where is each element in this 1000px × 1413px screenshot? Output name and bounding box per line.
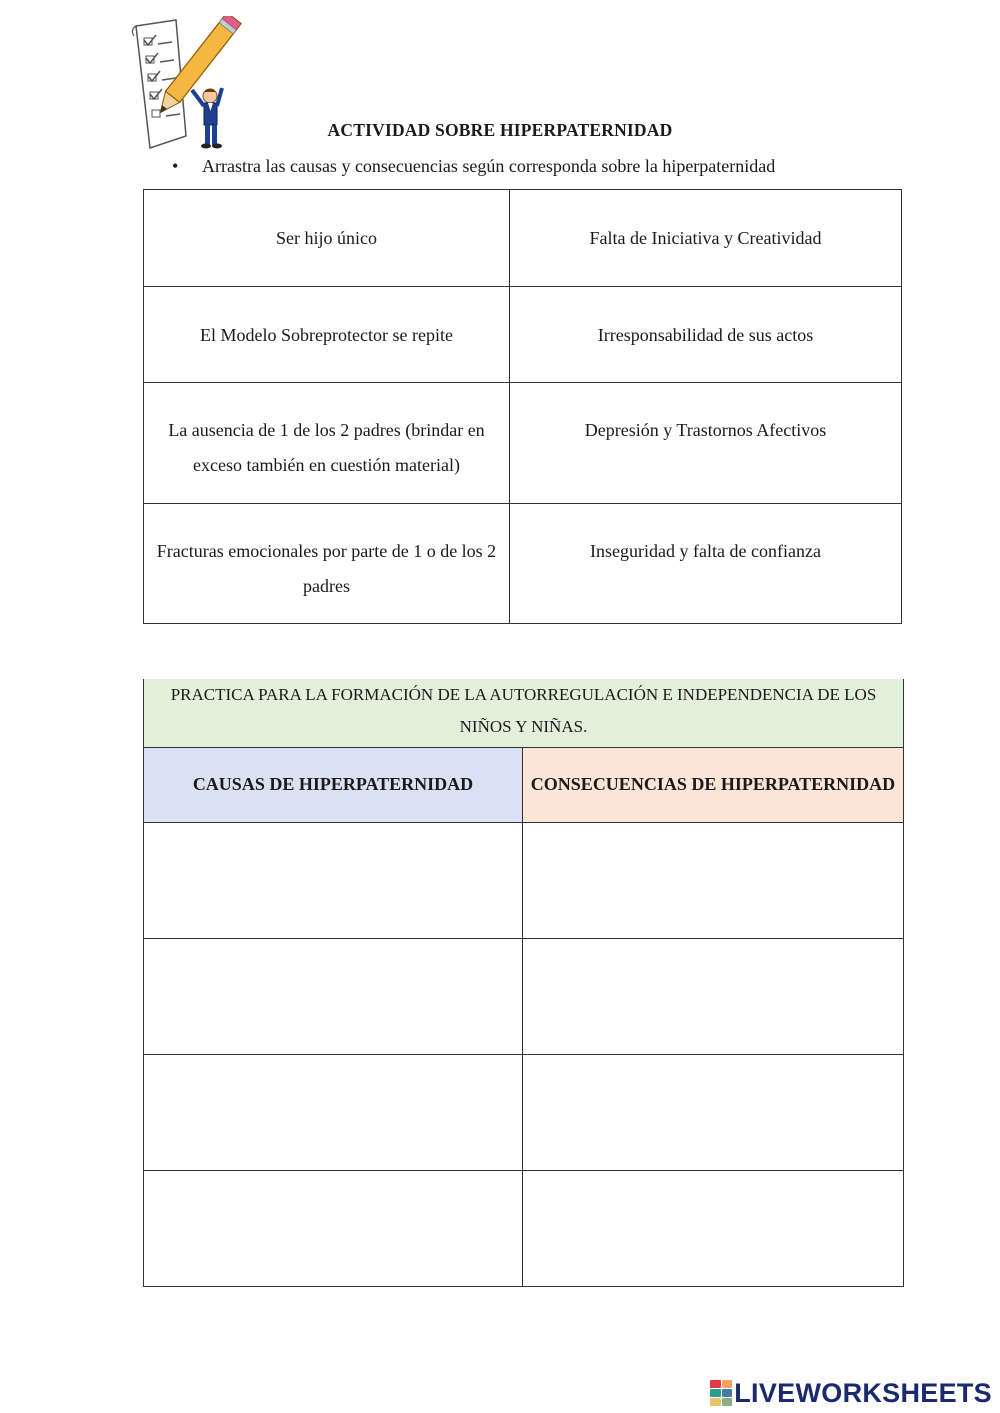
drag-row [144, 504, 902, 624]
drag-item-consequence[interactable]: Depresión y Trastornos Afectivos [510, 383, 902, 504]
practice-title: PRACTICA PARA LA FORMACIÓN DE LA AUTORREGULACIÓN E INDEPENDENCIA DE LOS NIÑOS Y NIÑAS. [144, 679, 904, 747]
drag-item-cause[interactable]: La ausencia de 1 de los 2 padres (brindar en exceso también en cuestión material) [144, 383, 510, 504]
consequence-drop-zone[interactable] [523, 938, 904, 1054]
consequence-drop-zone[interactable] [523, 1170, 904, 1286]
drop-row [144, 1054, 904, 1170]
liveworksheets-logo-icon [710, 1380, 732, 1406]
drag-items-table [143, 189, 902, 624]
drag-item-cause[interactable]: Ser hijo único [144, 190, 510, 287]
bullet-point: • [172, 156, 179, 176]
drag-item-cause[interactable]: Fracturas emocionales por parte de 1 o de los 2 padres [144, 504, 510, 624]
page-title: ACTIVIDAD SOBRE HIPERPATERNIDAD [327, 120, 673, 140]
drop-row [144, 938, 904, 1054]
consequence-drop-zone[interactable] [523, 822, 904, 938]
answer-table [143, 679, 904, 1287]
liveworksheets-logo[interactable] [710, 1376, 992, 1410]
cause-drop-zone[interactable] [144, 1170, 523, 1286]
cause-drop-zone[interactable] [144, 822, 523, 938]
consequence-drop-zone[interactable] [523, 1054, 904, 1170]
cause-drop-zone[interactable] [144, 1054, 523, 1170]
drag-row [144, 287, 902, 383]
instruction-text: Arrastra las causas y consecuencias según corresponda sobre la hiperpaternidad [202, 156, 776, 176]
drag-item-consequence[interactable]: Irresponsabilidad de sus actos [510, 287, 902, 383]
liveworksheets-logo-text: LIVEWORKSHEETS [734, 1377, 992, 1408]
cause-drop-zone[interactable] [144, 938, 523, 1054]
drop-row [144, 822, 904, 938]
drag-item-consequence[interactable]: Falta de Iniciativa y Creatividad [510, 190, 902, 287]
drop-row [144, 1170, 904, 1286]
causes-header: CAUSAS DE HIPERPATERNIDAD [144, 747, 523, 822]
drag-item-cause[interactable]: El Modelo Sobreprotector se repite [144, 287, 510, 383]
drag-row [144, 383, 902, 504]
instruction [172, 156, 775, 177]
drag-item-consequence[interactable]: Inseguridad y falta de confianza [510, 504, 902, 624]
consequences-header: CONSECUENCIAS DE HIPERPATERNIDAD [523, 747, 904, 822]
drag-row [144, 190, 902, 287]
